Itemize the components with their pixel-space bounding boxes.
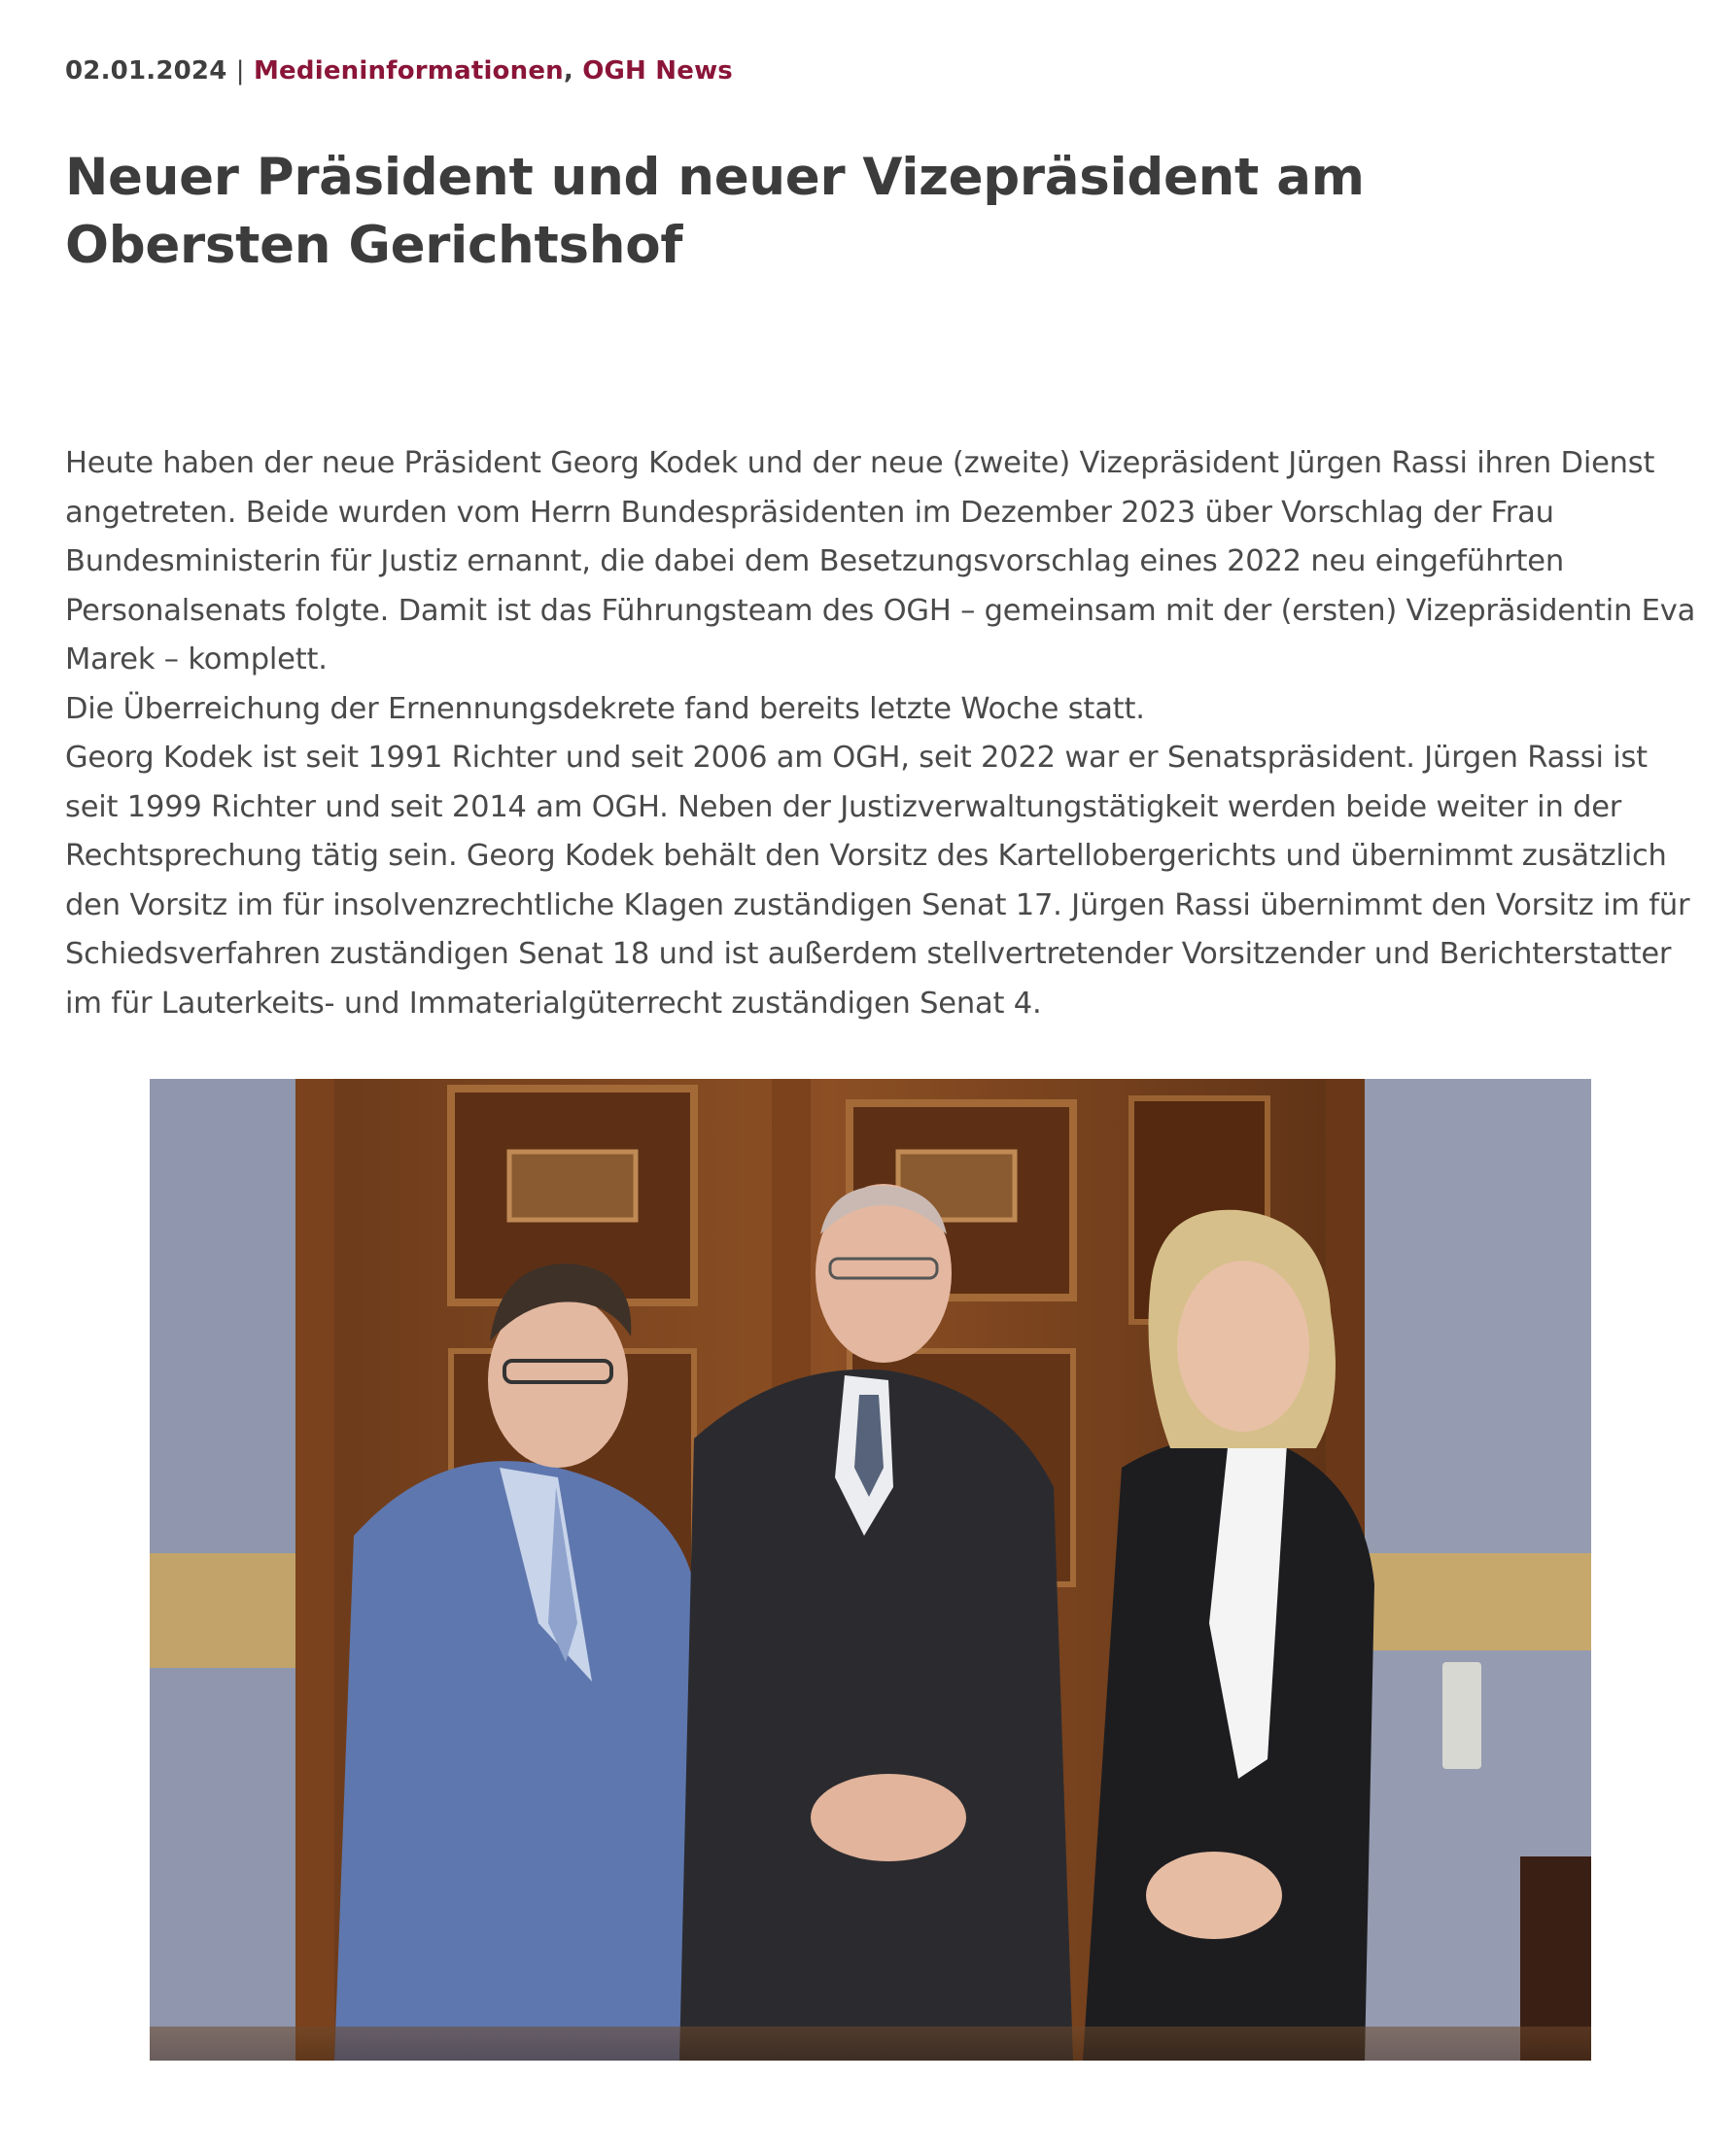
article-paragraph-1: Heute haben der neue Präsident Georg Kodek und der neue (zweite) Vizepräsident Jürgen Rassi ihren Dienst angetreten. Beide wurden vom Herrn Bundespräsidenten im Dezember 2023 über Vorschlag der Frau Bundesministerin für Justiz ernannt, die dabei dem Besetzungsvorschlag eines 2022 neu eingeführten Personalsenats folgte. Damit ist das Führungsteam des OGH – gemeinsam mit der (ersten) Vizepräsidentin Eva Marek – komplett. (65, 446, 1696, 676)
category-link-ogh-news[interactable]: OGH News (582, 56, 733, 86)
publish-date: 02.01.2024 (65, 56, 227, 86)
article-body (65, 439, 1698, 1028)
article-paragraph-2: Die Überreichung der Ernennungsdekrete fand bereits letzte Woche statt. (65, 691, 1145, 726)
article-paragraph-3: Georg Kodek ist seit 1991 Richter und seit 2006 am OGH, seit 2022 war er Senatspräsident. Jürgen Rassi ist seit 1999 Richter und seit 2014 am OGH. Neben der Justizverwaltungstätigkeit werden beide weiter in der Rechtsprechung tätig sein. Georg Kodek behält den Vorsitz des Kartellobergerichts und übernimmt zusätzlich den Vorsitz im für insolvenzrechtliche Klagen zuständigen Senat 17. Jürgen Rassi übernimmt den Vorsitz im für Schiedsverfahren zuständigen Senat 18 und ist außerdem stellvertretender Vorsitzender und Berichterstatter im für Lauterkeits- und Immaterialgüterrecht zuständigen Senat 4. (65, 741, 1690, 1021)
article-meta (65, 56, 733, 86)
photo-illustration (150, 1079, 1591, 2061)
meta-separator: | (235, 56, 245, 86)
category-comma: , (563, 56, 573, 86)
category-link-medieninformationen[interactable]: Medieninformationen (253, 56, 564, 86)
article-photo (150, 1079, 1591, 2061)
article-title: Neuer Präsident und neuer Vizepräsident am Obersten Gerichtshof (65, 148, 1365, 275)
